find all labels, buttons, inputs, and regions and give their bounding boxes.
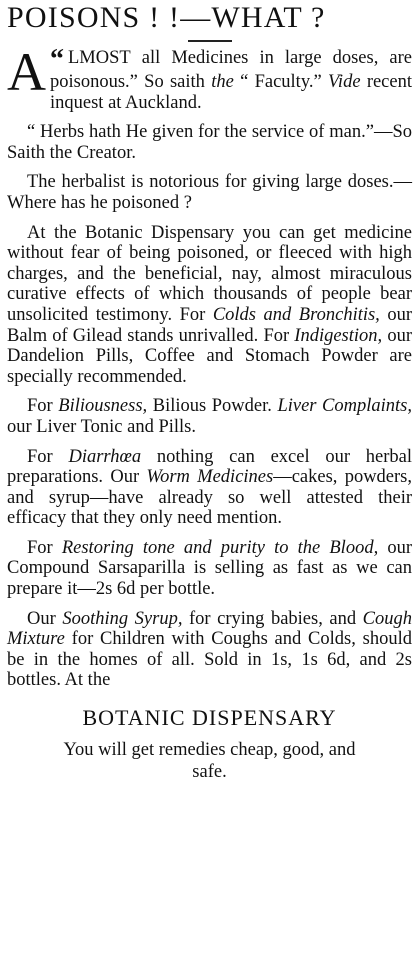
para4-text-3: our Dandelion Pills, Coffee and Stomach Powder are specially recommended. — [7, 325, 412, 387]
para6-italic-1: Diarrhœa — [68, 446, 142, 467]
footer-title: BOTANIC DISPENSARY — [82, 705, 337, 731]
paragraph-biliousness — [7, 396, 412, 437]
para6-italic-2: Worm Medicines — [146, 467, 274, 488]
para5-text-1: For — [27, 396, 59, 417]
para1-text-2: “ Faculty.” — [233, 72, 328, 92]
para8-italic-1: Soothing Syrup, — [62, 608, 183, 629]
headline: POISONS ! !—WHAT ? — [7, 1, 326, 34]
para1-italic-1: the — [211, 72, 234, 92]
paragraph-botanic-dispensary — [7, 223, 412, 388]
para8-text-1: Our — [27, 608, 63, 629]
para1-text-1: all Medicines in large doses, are poisonous.” So saith — [50, 48, 412, 92]
para5-text-2: Bilious Powder. — [147, 396, 278, 417]
para4-italic-1: Colds and Bronchitis, — [212, 304, 380, 325]
para7-italic-1: Restoring tone and purity to the Blood, — [61, 537, 379, 558]
headline-rule — [188, 40, 232, 42]
footer-slogan — [7, 739, 412, 783]
para6-text-1: For — [27, 446, 69, 467]
para8-text-3: for Children with Coughs and Colds, should be in the homes of all. Sold in 1s, 1s 6d, and 2s bottles. At the — [7, 629, 412, 691]
paragraph-restoring-tone — [7, 538, 412, 600]
para1-italic-2: Vide — [328, 72, 361, 92]
small-caps-word: LMOST — [68, 48, 131, 68]
open-quote-mark: “ — [50, 44, 64, 75]
para4-italic-2: Indigestion, — [294, 325, 383, 346]
footer-line-2: safe. — [192, 762, 227, 783]
paragraph-diarrhoea — [7, 447, 412, 529]
paragraph-almost-all-medicines — [7, 42, 412, 113]
paragraph-soothing-syrup — [7, 609, 412, 691]
para5-italic-2: Liver Complaints, — [277, 396, 412, 417]
para1-text-3: recent inquest at Auckland. — [50, 72, 412, 113]
para5-italic-1: Biliousness, — [58, 396, 148, 417]
para6-text-3: —cakes, powders, and syrup—have already so well attested their efficacy that they only need mention. — [7, 467, 413, 529]
paragraph-herbalist: The herbalist is notorious for giving large doses.—Where has he poisoned ? — [7, 172, 412, 213]
drop-cap: A — [7, 42, 46, 102]
para6-text-2: nothing can excel our herbal preparations. Our — [7, 446, 413, 488]
paragraph-herbs: “ Herbs hath He given for the service of man.”—So Saith the Creator. — [7, 122, 412, 163]
para7-text-2: our Compound Sarsaparilla is selling as fast as we can prepare it—2s 6d per bottle. — [7, 537, 412, 600]
para8-text-2: for crying babies, and — [182, 608, 363, 629]
para5-text-3: our Liver Tonic and Pills. — [7, 416, 196, 437]
para7-text-1: For — [27, 537, 62, 558]
para8-italic-2: Cough Mixture — [7, 608, 412, 650]
para4-text-2: our Balm of Gilead stands unrivalled. For — [7, 304, 412, 346]
footer-line-1: You will get remedies cheap, good, and — [63, 740, 356, 761]
para4-text-1: At the Botanic Dispensary you can get medicine without fear of being poisoned, or fleeced with high charges, and the beneficial, nay, almost miraculous curative effects of which thousands of people bear unsolicited testimony. For — [7, 222, 412, 325]
